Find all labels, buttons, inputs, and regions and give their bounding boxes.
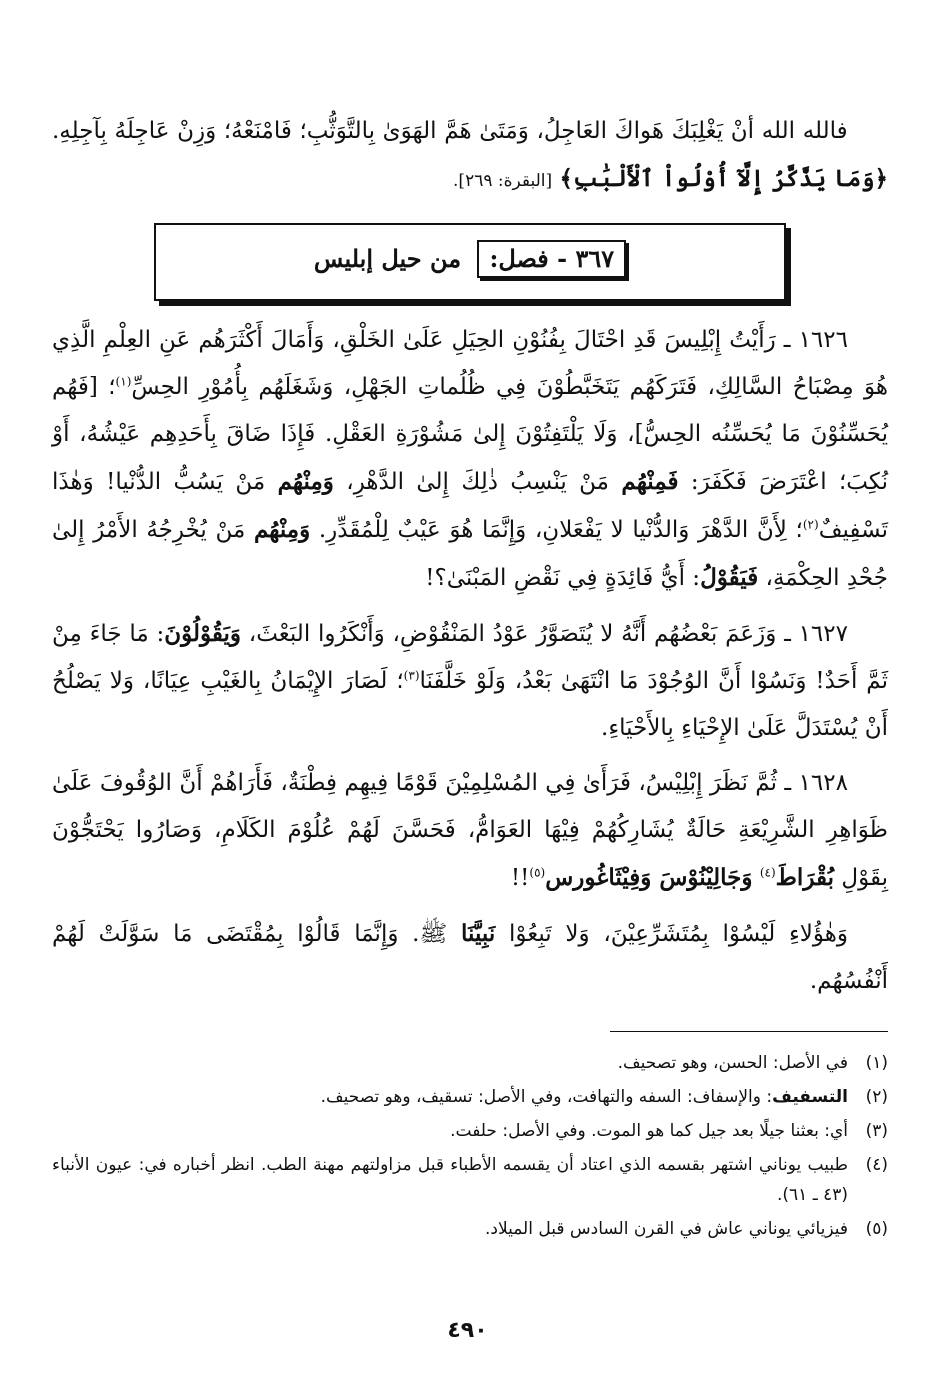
footnote-number: (١) [865, 1053, 888, 1073]
paragraph-1628 [52, 760, 888, 902]
intro-text: فالله الله أنْ يَغْلِبَكَ هَواكَ العَاجِلُ، وَمَتَىٰ هَمَّ الهَوَىٰ بِالتَّوَثُّبِ؛ فَامْنَعْهُ؛ وَزِنْ عَاجِلَهُ بِآجِلِهِ. [52, 118, 848, 144]
bold-term: فَمِنْهُم [621, 468, 679, 495]
footnote-text: : والإسفاف: السفه والتهافت، وفي الأصل: تسقيف، وهو تصحيف. [320, 1087, 773, 1107]
text-segment: ؛ لَصَارَ الإِيْمَانُ بِالغَيْبِ عِيَانًا، وَلا يَصْلُحُ أَنْ يُسْتَدَلَّ عَلَىٰ الإِحْيَاءِ بِالأَحْيَاءِ. [52, 668, 888, 741]
footnote-text: أي: بعثنا جيلًا بعد جيل كما هو الموت. وفي الأصل: حلفت. [450, 1121, 848, 1141]
text-segment: ١٦٢٨ ـ ثُمَّ نَظَرَ إِبْلِيْسُ، فَرَأَىٰ فِي المُسْلِمِيْنَ قَوْمًا فِيهِم فِطْنَةٌ، فَأَرَاهُمْ أَنَّ الوُقُوفَ عَلَىٰ ظَوَاهِرِ الشَّرِيْعَةِ حَالَةٌ يُشَارِكُهُمْ فِيْهَا العَوَامُّ، فَحَسَّنَ لَهُمْ عُلُوْمَ الكَلَامِ، وَصَارُوا يَحْتَجُّوْنَ بِقَوْلِ [52, 770, 888, 891]
footnote-ref-1: (١) [115, 374, 132, 389]
footnote-number: (٣) [865, 1121, 888, 1141]
section-heading [156, 239, 784, 279]
footnote-2 [52, 1082, 888, 1112]
footnote-ref-4: (٤) [759, 865, 776, 880]
footnote-ref-5: (٥) [529, 865, 546, 880]
footnotes [52, 1048, 888, 1244]
page-body [52, 108, 888, 1248]
footnote-bold-term: التسفيف [772, 1087, 848, 1107]
footnote-text: طبيب يوناني اشتهر بقسمه الذي اعتاد أن يقسمه الأطباء قبل مزاولتهم مهنة الطب. انظر أخباره في: عيون الأنباء (٤٣ ـ ٦١). [52, 1155, 848, 1205]
verse-reference: [البقرة: ٢٦٩]. [453, 171, 553, 191]
text-segment: !! [510, 865, 530, 891]
text-segment: وَهٰؤُلاءِ لَيْسُوْا بِمُتَشَرِّعِيْنَ، وَلا تَبِعُوْا [495, 921, 848, 947]
footnote-text: في الأصل: الحسن، وهو تصحيف. [617, 1053, 848, 1073]
footnote-ref-2: (٢) [802, 517, 819, 532]
text-segment: ؛ لِأَنَّ الدَّهْرَ وَالدُّنْيا لا يَفْعَلانِ، وَإِنَّمَا هُوَ عَيْبٌ لِلْمُقَدِّرِ. [310, 517, 803, 543]
intro-paragraph [52, 108, 888, 205]
footnote-4 [52, 1150, 888, 1210]
paragraph-1626 [52, 317, 888, 602]
bold-term: وَمِنْهُم [277, 468, 334, 495]
quran-verse: ﴿وَمَا يَذَّكَّرُ إِلَّآ أُوْلُواْ ٱلْأَلْبَٰبِ﴾ [559, 165, 888, 192]
footnote-text: فيزيائي يوناني عاش في القرن السادس قبل الميلاد. [484, 1219, 848, 1239]
section-heading-box [154, 223, 786, 301]
text-segment [753, 865, 760, 891]
paragraph-closing [52, 910, 888, 1005]
bold-term: وَمِنْهُم [253, 516, 311, 543]
footnote-1 [52, 1048, 888, 1078]
bold-term: وَيَقُوْلُوْنَ [164, 620, 242, 647]
text-segment: ﷺ. وَإِنَّمَا قَالُوْا بِمُقْتَضَى مَا سَوَّلَتْ لَهُمْ أَنْفُسُهُم. [52, 921, 888, 994]
text-segment: مَنْ يُخْرِجُهُ الأَمْرُ إِلىٰ جُحْدِ الحِكْمَةِ، [52, 517, 888, 591]
section-title: من حيل إبليس [313, 244, 462, 273]
section-number: ٣٦٧ - فصل: [477, 240, 626, 278]
footnote-5 [52, 1214, 888, 1244]
paragraph-1627 [52, 610, 888, 752]
footnote-number: (٢) [865, 1087, 888, 1107]
bold-term: بُقْرَاطَ [775, 864, 835, 891]
text-segment: : مَا جَاءَ مِنْ ثَمَّ أَحَدٌ! وَنَسُوْا أَنَّ الوُجُوْدَ مَا انْتَهَىٰ بَعْدُ، وَلَوْ خَلَّفَنَا [52, 621, 888, 694]
bold-term: فَيَقُوْلُ [700, 564, 759, 591]
page-number: ٤٩٠ [447, 1318, 488, 1343]
bold-term: وَجَالِيْنُوْسَ وَفِيْثَاغُورس [545, 864, 753, 891]
footnote-number: (٤) [865, 1155, 888, 1175]
text-segment: مَنْ يَنْسِبُ ذٰلِكَ إِلىٰ الدَّهْرِ، [333, 469, 622, 495]
text-segment: مَنْ يَسُبُّ الدُّنْيا! وَهٰذَا تَسْفِيفٌ [52, 469, 888, 543]
text-segment: ١٦٢٧ ـ وَزَعَمَ بَعْضُهُم أَنَّهُ لا يُتَصَوَّرُ عَوْدُ المَنْقُوْضِ، وَأَنْكَرُوا البَعْثَ، [241, 621, 848, 647]
footnote-3 [52, 1116, 888, 1146]
bold-term: نَبِيَّنَا [461, 920, 496, 947]
footnote-ref-3: (٣) [403, 668, 420, 683]
text-segment: ؛ [فَهُم يُحَسِّنُوْنَ مَا يُحَسِّنُه الحِسُّ]، وَلَا يَلْتَفِتُوْنَ إِلىٰ مَشُوْرَةِ العَقْلِ. فَإِذَا ضَاقَ بِأَحَدِهِم عَيْشُهُ، أَوْ نُكِبَ؛ اعْتَرَضَ فَكَفَرَ: [52, 374, 888, 495]
footnote-separator [610, 1031, 888, 1032]
text-segment: ١٦٢٦ ـ رَأَيْتُ إِبْلِيسَ قَدِ احْتَالَ بِفُنُوْنِ الحِيَلِ عَلَىٰ الخَلْقِ، وَأَمَالَ أَكْثَرَهُم عَنِ العِلْمِ الَّذِي هُوَ مِصْبَاحُ السَّالِكِ، فَتَرَكَهُم يَتَخَبَّطُوْنَ فِي ظُلُماتِ الجَهْلِ، وَشَغَلَهُم بِأُمُوْرِ الحِسِّ [52, 327, 888, 400]
footnote-number: (٥) [865, 1219, 888, 1239]
text-segment: : أَيُّ فَائِدَةٍ فِي نَقْضِ المَبْنَىٰ؟! [425, 565, 701, 591]
